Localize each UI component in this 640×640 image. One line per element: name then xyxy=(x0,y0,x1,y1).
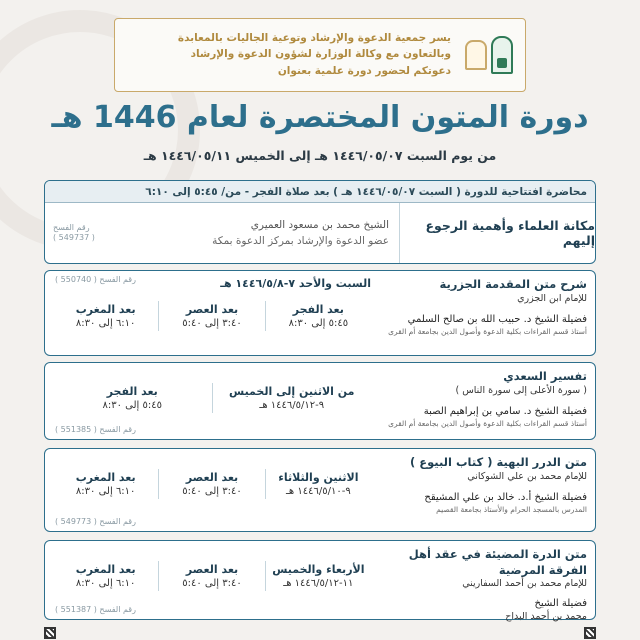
course-title: شرح متن المقدمة الجزرية xyxy=(439,277,587,291)
permit-label: رقم الفسح xyxy=(53,222,90,232)
course-affiliation: أستاذ قسم القراءات بكلية الدعوة وأصول الدين بجامعة أم القرى xyxy=(388,327,587,337)
slot-label: بعد العصر xyxy=(185,471,239,484)
permit-number: رقم الفسح ( 549773 ) xyxy=(55,516,136,526)
permit-number: ( 549737 ) xyxy=(53,233,95,242)
course-sheikh: فضيلة الشيخ أ.د. خالد بن علي المشيقح xyxy=(424,492,587,504)
slot-time: ٥:٤٥ إلى ٨:٣٠ xyxy=(288,318,349,330)
slot-label: بعد المغرب xyxy=(75,471,136,484)
course-title: متن الدرة المضيئة في عقد أهل الفرقة المرضية xyxy=(408,547,587,577)
ministry-logo xyxy=(461,27,517,83)
time-slot xyxy=(265,469,371,499)
opening-lecture-topic: مكانة العلماء وأهمية الرجوع إليهم xyxy=(399,203,595,263)
slot-time: ٥:٤٥ إلى ٨:٣٠ xyxy=(102,400,162,411)
course-affiliation: المدرس بالمسجد الحرام والأستاذ بجامعة القصيم xyxy=(436,505,587,515)
course-sheikh: فضيلة الشيخ د. سامي بن إبراهيم الصبة xyxy=(423,406,587,418)
slot-time: ١١-١٤٤٦/٥/١٢ هـ xyxy=(283,578,354,589)
qr-code-icon[interactable] xyxy=(584,627,596,639)
course-card-durra-mudiyya xyxy=(44,540,596,620)
organizer-line: دعوتكم لحضور دورة علمية بعنوان xyxy=(277,64,451,77)
time-slot xyxy=(158,561,264,591)
permit-number: رقم الفسح ( 551387 ) xyxy=(55,604,136,614)
slot-label: من الاثنين إلى الخميس xyxy=(229,385,355,398)
time-slot xyxy=(265,561,371,591)
mosque-logo-icon xyxy=(491,36,513,74)
slot-label: بعد العصر xyxy=(185,563,239,576)
slot-time: ٩-١٤٤٦/٥/١٠ هـ xyxy=(285,486,351,497)
time-slot xyxy=(158,301,264,331)
slot-label: الأربعاء والخميس xyxy=(272,563,365,576)
time-slot xyxy=(158,469,264,499)
course-affiliation: أستاذ قسم القراءات بكلية الدعوة وأصول الدين بجامعة أم القرى xyxy=(388,419,587,429)
course-author: للإمام ابن الجزري xyxy=(517,292,587,304)
slot-time: ٣:٤٠ إلى ٥:٤٠ xyxy=(182,578,242,589)
course-author: للإمام محمد بن علي الشوكاني xyxy=(467,470,587,482)
permit-number: رقم الفسح ( 551385 ) xyxy=(55,424,136,434)
opening-lecture-speaker-role: عضو الدعوة والإرشاد بمركز الدعوة بمكة xyxy=(212,235,389,247)
time-slot xyxy=(265,301,371,331)
slot-time: ٣:٤٠ إلى ٥:٤٠ xyxy=(182,486,242,497)
time-slot xyxy=(53,301,158,331)
slot-label: بعد المغرب xyxy=(75,303,136,317)
slot-label: بعد الفجر xyxy=(292,303,344,317)
qr-code-icon[interactable] xyxy=(44,627,56,639)
slot-time: ٦:١٠ إلى ٨:٣٠ xyxy=(75,486,136,497)
opening-lecture-header: محاضرة افتتاحية للدورة ( السبت ١٤٤٦/٠٥/٠٧ هـ ) بعد صلاة الفجر - من/ ٥:٤٥ إلى ٦:١٠ xyxy=(45,181,595,203)
slot-label: الاثنين والثلاثاء xyxy=(278,471,359,484)
organizer-text xyxy=(123,32,461,77)
opening-lecture-card xyxy=(44,180,596,264)
slot-time: ٦:١٠ إلى ٨:٣٠ xyxy=(75,578,136,589)
permit-number: رقم الفسح ( 550740 ) xyxy=(55,275,136,284)
course-title: متن الدرر البهية ( كتاب البيوع ) xyxy=(409,455,587,469)
course-sheikh: فضيلة الشيخ xyxy=(534,597,587,609)
course-scope: ( سورة الأعلى إلى سورة الناس ) xyxy=(455,384,587,396)
course-card-jazariyya xyxy=(44,270,596,356)
page-title: دورة المتون المختصرة لعام 1446 هـ xyxy=(51,100,589,135)
course-title: تفسير السعدي xyxy=(503,369,587,383)
course-card-tafsir-saadi xyxy=(44,362,596,440)
association-logo-icon xyxy=(465,40,487,70)
opening-lecture-speaker: الشيخ محمد بن مسعود العميري xyxy=(250,219,389,231)
course-card-durar-bahiyya xyxy=(44,448,596,532)
slot-label: بعد العصر xyxy=(185,303,239,317)
course-sheikh-name: محمد بن أحمد البداح xyxy=(505,610,587,622)
organizer-line: يسر جمعية الدعوة والإرشاد وتوعية الجاليات بالمعابدة xyxy=(177,32,451,45)
slot-time: ٣:٤٠ إلى ٥:٤٠ xyxy=(182,318,242,330)
organizer-line: وبالتعاون مع وكالة الوزارة لشؤون الدعوة والإرشاد xyxy=(190,48,451,61)
course-dates: السبت والأحد ٧-١٤٤٦/٥/٨ هـ xyxy=(220,277,371,290)
slot-label: بعد المغرب xyxy=(75,563,136,576)
organizer-banner xyxy=(114,18,526,92)
slot-time: ٦:١٠ إلى ٨:٣٠ xyxy=(75,318,136,330)
time-slot xyxy=(53,383,212,413)
footer-strip xyxy=(44,626,596,640)
course-sheikh: فضيلة الشيخ د. حبيب الله بن صالح السلمي xyxy=(407,314,587,326)
course-date-range: من يوم السبت ١٤٤٦/٠٥/٠٧ هـ إلى الخميس ١٤٤٦/٠٥/١١ هـ xyxy=(143,148,497,163)
time-slot xyxy=(53,561,158,591)
slot-time: ٩-١٤٤٦/٥/١٢ هـ xyxy=(259,400,325,411)
time-slot xyxy=(212,383,372,413)
course-author: للإمام محمد بن أحمد السفاريني xyxy=(462,578,587,590)
slot-label: بعد الفجر xyxy=(106,385,158,398)
time-slot xyxy=(53,469,158,499)
